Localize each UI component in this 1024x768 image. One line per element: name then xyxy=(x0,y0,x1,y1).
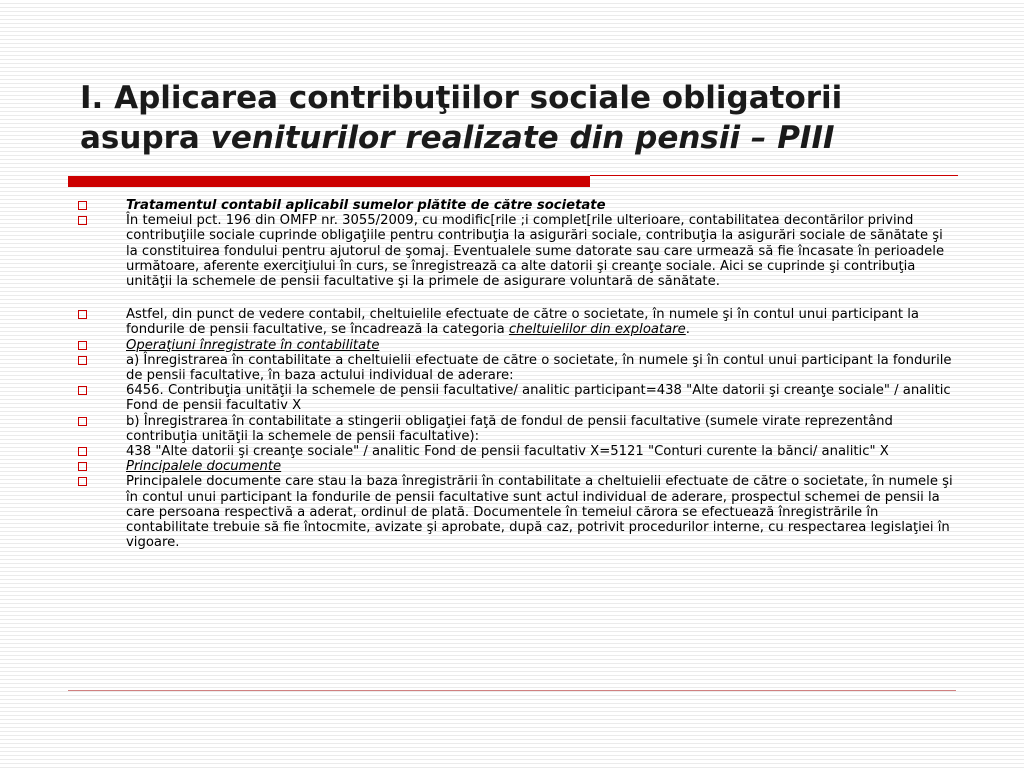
list-item xyxy=(78,353,958,383)
slide-title xyxy=(80,78,980,158)
square-bullet-icon xyxy=(78,341,87,350)
bullet-list xyxy=(78,198,958,550)
list-item-text: 6456. Contribuţia unităţii la schemele de pensii facultative/ analitic participant=438 "Alte datorii şi creanţe sociale" / analitic Fond de pensii facultativ X xyxy=(126,383,951,414)
list-item-text: 438 "Alte datorii şi creanţe sociale" / analitic Fond de pensii facultativ X=5121 "Conturi curente la bănci/ analitic" X xyxy=(126,444,889,460)
title-line-2-italic: veniturilor realizate din pensii – PIII xyxy=(210,120,835,156)
title-underline-thin xyxy=(590,175,958,176)
list-item-text: Principalele documente care stau la baza înregistrării în contabilitate a cheltuielii efectuate de către o societate, în numele şi în contul unui participant la fondurile de pensii facultative sunt actul individual de aderare, prospectul schemei de pensii la care persoana respectivă a aderat, ordinul de plată. Documentele în temeiul cărora se efectuează înregistrările în contabilitate trebuie să fie întocmite, avizate şi aprobate, după caz, potrivit procedurilor interne, cu respectarea legislaţiei în vigoare. xyxy=(126,474,953,551)
list-item-text: a) Înregistrarea în contabilitate a cheltuielii efectuate de către o societate, în numele şi în contul unui participant la fondurile de pensii facultative, în baza actului individual de aderare: xyxy=(126,352,952,384)
list-item xyxy=(78,338,958,353)
title-line-2-plain: asupra xyxy=(80,120,211,156)
square-bullet-icon xyxy=(78,386,87,395)
square-bullet-icon xyxy=(78,310,87,319)
square-bullet-icon xyxy=(78,356,87,365)
square-bullet-icon xyxy=(78,417,87,426)
link-cheltuielilor-din-exploatare[interactable]: cheltuielilor din exploatare xyxy=(508,322,686,338)
square-bullet-icon xyxy=(78,201,87,210)
list-item-heading-treatment xyxy=(78,198,958,213)
list-item xyxy=(78,213,958,289)
square-bullet-icon xyxy=(78,462,87,471)
title-line-1: I. Aplicarea contribuţiilor sociale obligatorii xyxy=(80,80,843,116)
title-underline-thick xyxy=(68,176,590,187)
list-item xyxy=(78,444,958,459)
list-item-text: Astfel, din punct de vedere contabil, cheltuielile efectuate de către o societate, în numele şi în contul unui participant la fondurile de pensii facultative, se încadrează la categoria xyxy=(126,307,919,338)
list-item-text: În temeiul pct. 196 din OMFP nr. 3055/2009, cu modific[rile ;i complet[rile ulterioare, contabilitatea decontărilor privind contribuţiile sociale cuprinde obligaţiile pentru contribuţia la asigurări sociale, contribuţia la asigurări sociale de sănătate şi la constituirea fondului pentru ajutorul de şomaj. Eventualele sume datorate sau care urmează să fie încasate în perioadele următoare, aferente exerciţiului în curs, se înregistrează ca alte datorii şi creanţe sociale. Aici se cuprinde şi contribuţia unităţii la schemele de pensii facultative şi la primele de asigurare voluntară de sănătate. xyxy=(126,213,945,290)
list-item-text: Tratamentul contabil aplicabil sumelor plătite de către societate xyxy=(126,198,606,213)
square-bullet-icon xyxy=(78,216,87,225)
list-item xyxy=(78,307,958,337)
square-bullet-icon xyxy=(78,477,87,486)
spacer xyxy=(78,289,958,307)
link-operatiuni-inregistrate[interactable]: Operaţiuni înregistrate în contabilitate xyxy=(126,337,380,353)
square-bullet-icon xyxy=(78,447,87,456)
list-item xyxy=(78,459,958,474)
list-item-text-end: . xyxy=(685,322,690,338)
list-item-text: b) Înregistrarea în contabilitate a stingerii obligaţiei faţă de fondul de pensii facultative (sumele virate reprezentând contribuţia unităţii la schemele de pensii facultative): xyxy=(126,413,893,444)
list-item xyxy=(78,474,958,550)
link-principalele-documente[interactable]: Principalele documente xyxy=(126,459,282,475)
list-item xyxy=(78,414,958,444)
footer-divider xyxy=(68,690,956,691)
list-item xyxy=(78,383,958,413)
